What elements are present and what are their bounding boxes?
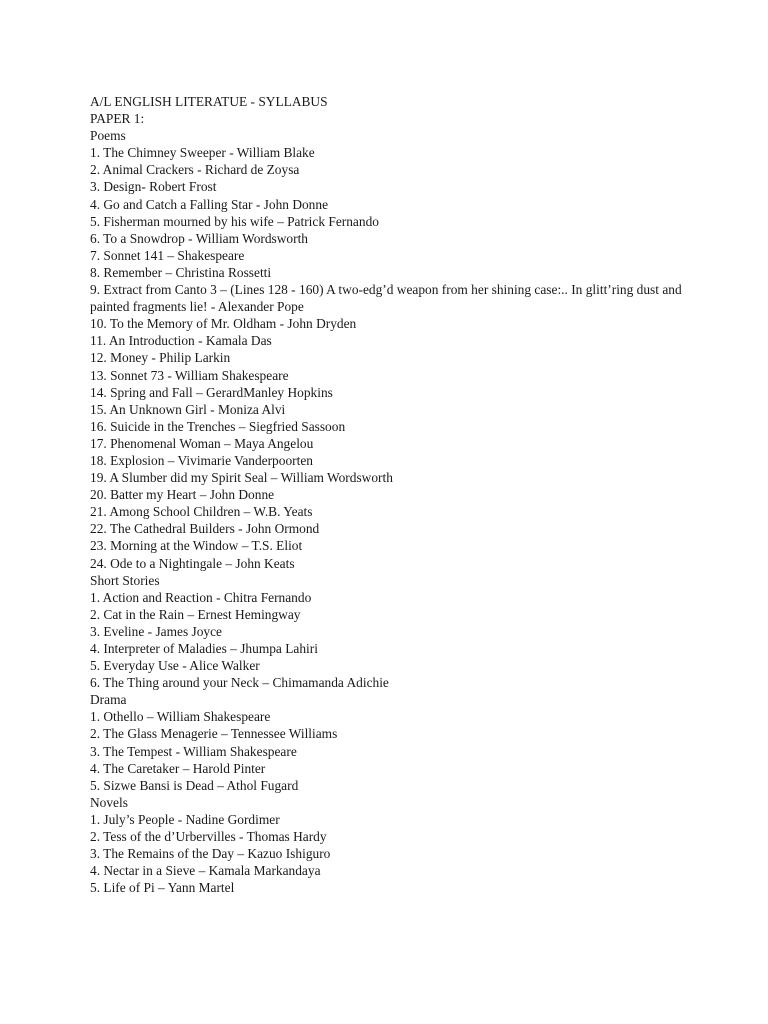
section-heading-poems: Poems bbox=[90, 128, 126, 144]
poem-item: 9. Extract from Canto 3 – (Lines 128 - 160) A two-edg’d weapon from her shining case:.. In glitt’ring dust and painted fragments lie! - Alexander Pope bbox=[90, 282, 682, 315]
poem-item: 8. Remember – Christina Rossetti bbox=[90, 264, 272, 280]
short-story-item: 5. Everyday Use - Alice Walker bbox=[90, 658, 260, 674]
poem-item: 21. Among School Children – W.B. Yeats bbox=[90, 504, 313, 520]
poem-item: 16. Suicide in the Trenches – Siegfried Sassoon bbox=[90, 418, 346, 434]
poem-item: 15. An Unknown Girl - Moniza Alvi bbox=[90, 401, 286, 417]
poem-item: 2. Animal Crackers - Richard de Zoysa bbox=[90, 162, 300, 178]
poem-item: 19. A Slumber did my Spirit Seal – William Wordsworth bbox=[90, 470, 393, 486]
novel-item: 2. Tess of the d’Urbervilles - Thomas Hardy bbox=[90, 829, 327, 845]
poem-item: 1. The Chimney Sweeper - William Blake bbox=[90, 145, 315, 161]
drama-item: 1. Othello – William Shakespeare bbox=[90, 709, 271, 725]
novel-item: 1. July’s People - Nadine Gordimer bbox=[90, 811, 280, 827]
section-heading-drama: Drama bbox=[90, 692, 127, 708]
poem-item: 23. Morning at the Window – T.S. Eliot bbox=[90, 538, 303, 554]
section-heading-novels: Novels bbox=[90, 794, 128, 810]
drama-item: 3. The Tempest - William Shakespeare bbox=[90, 743, 297, 759]
poem-item: 5. Fisherman mourned by his wife – Patrick Fernando bbox=[90, 213, 379, 229]
drama-item: 5. Sizwe Bansi is Dead – Athol Fugard bbox=[90, 777, 299, 793]
poem-item: 24. Ode to a Nightingale – John Keats bbox=[90, 555, 295, 571]
poem-item: 13. Sonnet 73 - William Shakespeare bbox=[90, 367, 289, 383]
poem-item: 14. Spring and Fall – GerardManley Hopkins bbox=[90, 384, 333, 400]
paper-label: PAPER 1: bbox=[90, 111, 145, 127]
short-story-item: 4. Interpreter of Maladies – Jhumpa Lahiri bbox=[90, 641, 318, 656]
novel-item: 3. The Remains of the Day – Kazuo Ishiguro bbox=[90, 846, 331, 862]
document-content bbox=[90, 93, 690, 896]
section-heading-short-stories: Short Stories bbox=[90, 572, 160, 588]
novel-item: 4. Nectar in a Sieve – Kamala Markandaya bbox=[90, 863, 321, 879]
poem-item: 6. To a Snowdrop - William Wordsworth bbox=[90, 230, 309, 246]
short-story-item: 2. Cat in the Rain – Ernest Hemingway bbox=[90, 606, 301, 622]
poem-item: 3. Design- Robert Frost bbox=[90, 179, 217, 195]
novel-item: 5. Life of Pi – Yann Martel bbox=[90, 880, 235, 896]
poem-item: 18. Explosion – Vivimarie Vanderpoorten bbox=[90, 452, 313, 468]
poem-item: 20. Batter my Heart – John Donne bbox=[90, 487, 275, 503]
drama-item: 4. The Caretaker – Harold Pinter bbox=[90, 760, 266, 776]
poem-item: 22. The Cathedral Builders - John Ormond bbox=[90, 521, 320, 537]
poem-item: 7. Sonnet 141 – Shakespeare bbox=[90, 247, 245, 263]
drama-item: 2. The Glass Menagerie – Tennessee Williams bbox=[90, 726, 338, 742]
poem-item: 12. Money - Philip Larkin bbox=[90, 350, 231, 366]
short-story-item: 3. Eveline - James Joyce bbox=[90, 623, 223, 639]
short-story-item: 1. Action and Reaction - Chitra Fernando bbox=[90, 589, 312, 605]
poem-item: 11. An Introduction - Kamala Das bbox=[90, 333, 272, 349]
poem-item: 17. Phenomenal Woman – Maya Angelou bbox=[90, 435, 314, 451]
poem-item: 10. To the Memory of Mr. Oldham - John Dryden bbox=[90, 316, 357, 332]
short-story-item: 6. The Thing around your Neck – Chimamanda Adichie bbox=[90, 675, 389, 691]
document-title: A/L ENGLISH LITERATUE - SYLLABUS bbox=[90, 94, 328, 109]
poem-item: 4. Go and Catch a Falling Star - John Donne bbox=[90, 196, 329, 212]
